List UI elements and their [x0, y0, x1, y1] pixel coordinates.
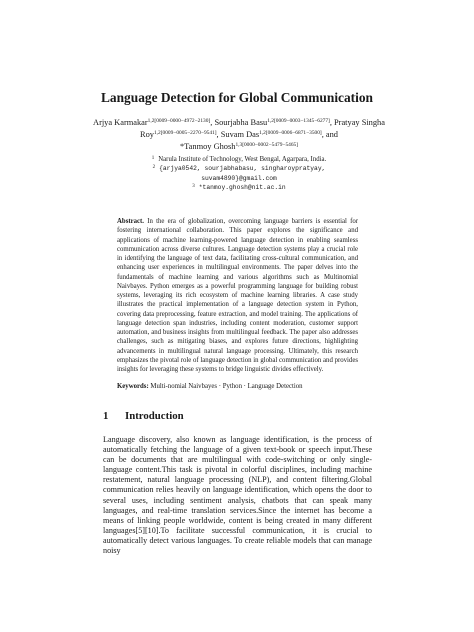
author-separator: ,: [329, 118, 332, 127]
affiliation-marker: 3: [192, 184, 195, 190]
author-separator: ,: [210, 118, 213, 127]
author-orcid: 1,2[0009−0006−6871−3500]: [259, 130, 322, 137]
paper-title: Language Detection for Global Communication: [100, 90, 374, 105]
author-separator: , and: [321, 130, 338, 140]
section-number: 1: [103, 410, 109, 422]
keywords: [117, 382, 358, 391]
author-separator: ,: [216, 130, 219, 140]
affiliation-marker: 2: [152, 165, 156, 171]
introduction-text: Language discovery, also known as language identification, is the process of automatically fetching the language of a given text-book or speech input.These can be documents that are multilingual with code-switching or only single-language content.This task is pivotal in colorful disciplines, including machine restatement, natural language processing (NLP), and content filtering.Global communication relies heavily on language identification, which opens the door to several uses, including sentiment analysis, chatbots that can speak many languages, and real-time translation services.Since the internet has become a means of linking people worldwide, content is being created in many different languages[5][10].To facilitate successful communication, it is crucial to automatically detect various languages. To create reliable models that can manage noisy: [103, 435, 372, 556]
section-heading: [103, 410, 184, 422]
affiliations: [80, 155, 398, 193]
author-orcid: 1,2[0009−0005−2270−9541]: [153, 130, 217, 137]
affiliation-marker: 1: [151, 156, 155, 161]
author-orcid: 1,3[0000−0002−5479−5465]: [235, 142, 299, 149]
corresponding-email: *tanmoy.ghosh@nit.ac.in: [198, 184, 286, 192]
abstract: [117, 217, 358, 375]
author-name: Pratyay Singha Roy: [140, 118, 385, 140]
affiliation-3: [80, 183, 398, 192]
abstract-text: In the era of globalization, overcoming language barriers is essential for fostering international collaboration. This paper explores the significance and applications of machine learning-powered language detection in enabling seamless communication across diverse cultures. Language detection systems play a crucial role in identifying the language of text data, facilitating cross-cultural communication, and enhancing user experiences in multilingual environments. The paper delves into the fundamentals of machine learning and various algorithms such as Multinomial Naivbayes. Python emerges as a powerful programming language for building robust systems, leveraging its rich ecosystem of machine learning libraries. A case study illustrates the practical implementation of a language detection system in Python, covering data preprocessing, feature extraction, and model training. The applications of language detection span industries, including content moderation, customer support automation, and business insights from multilingual feedback. The paper also addresses challenges, such as mitigating biases, and explores future directions, highlighting advancements in multilingual natural language processing. Ultimately, this research emphasizes the pivotal role of language detection in global communication and provides insights for leveraging these systems to bridge linguistic divides effectively.: [117, 218, 359, 374]
author-name: Suvam Das: [220, 130, 260, 140]
abstract-label: Abstract.: [117, 218, 144, 225]
affiliation-2-cont: [80, 174, 398, 183]
email-list: {arjya0542, sourjabhabasu, singharoypratyay,: [159, 165, 326, 173]
author-name: Sourjabha Basu: [214, 118, 268, 127]
author-orcid: 1,2[0009−0000−4972−2130]: [147, 118, 211, 124]
email-domain: suvam4890}@gmail.com: [201, 174, 277, 182]
keywords-label: Keywords:: [117, 383, 149, 390]
author-name: Arjya Karmakar: [93, 118, 148, 127]
author-orcid: 1,2[0009−0003−1345−6277]: [267, 118, 330, 124]
keywords-text: Multi-nomial Naivbayes · Python · Language Detection: [150, 383, 303, 390]
affiliation-text: Narula Institute of Technology, West Bengal, Agarpara, India.: [158, 156, 327, 163]
affiliation-1: [80, 155, 398, 164]
affiliation-2: [80, 164, 398, 173]
author-name: *Tanmoy Ghosh: [179, 142, 236, 152]
author-list: [80, 117, 398, 154]
section-title: Introduction: [125, 410, 184, 422]
